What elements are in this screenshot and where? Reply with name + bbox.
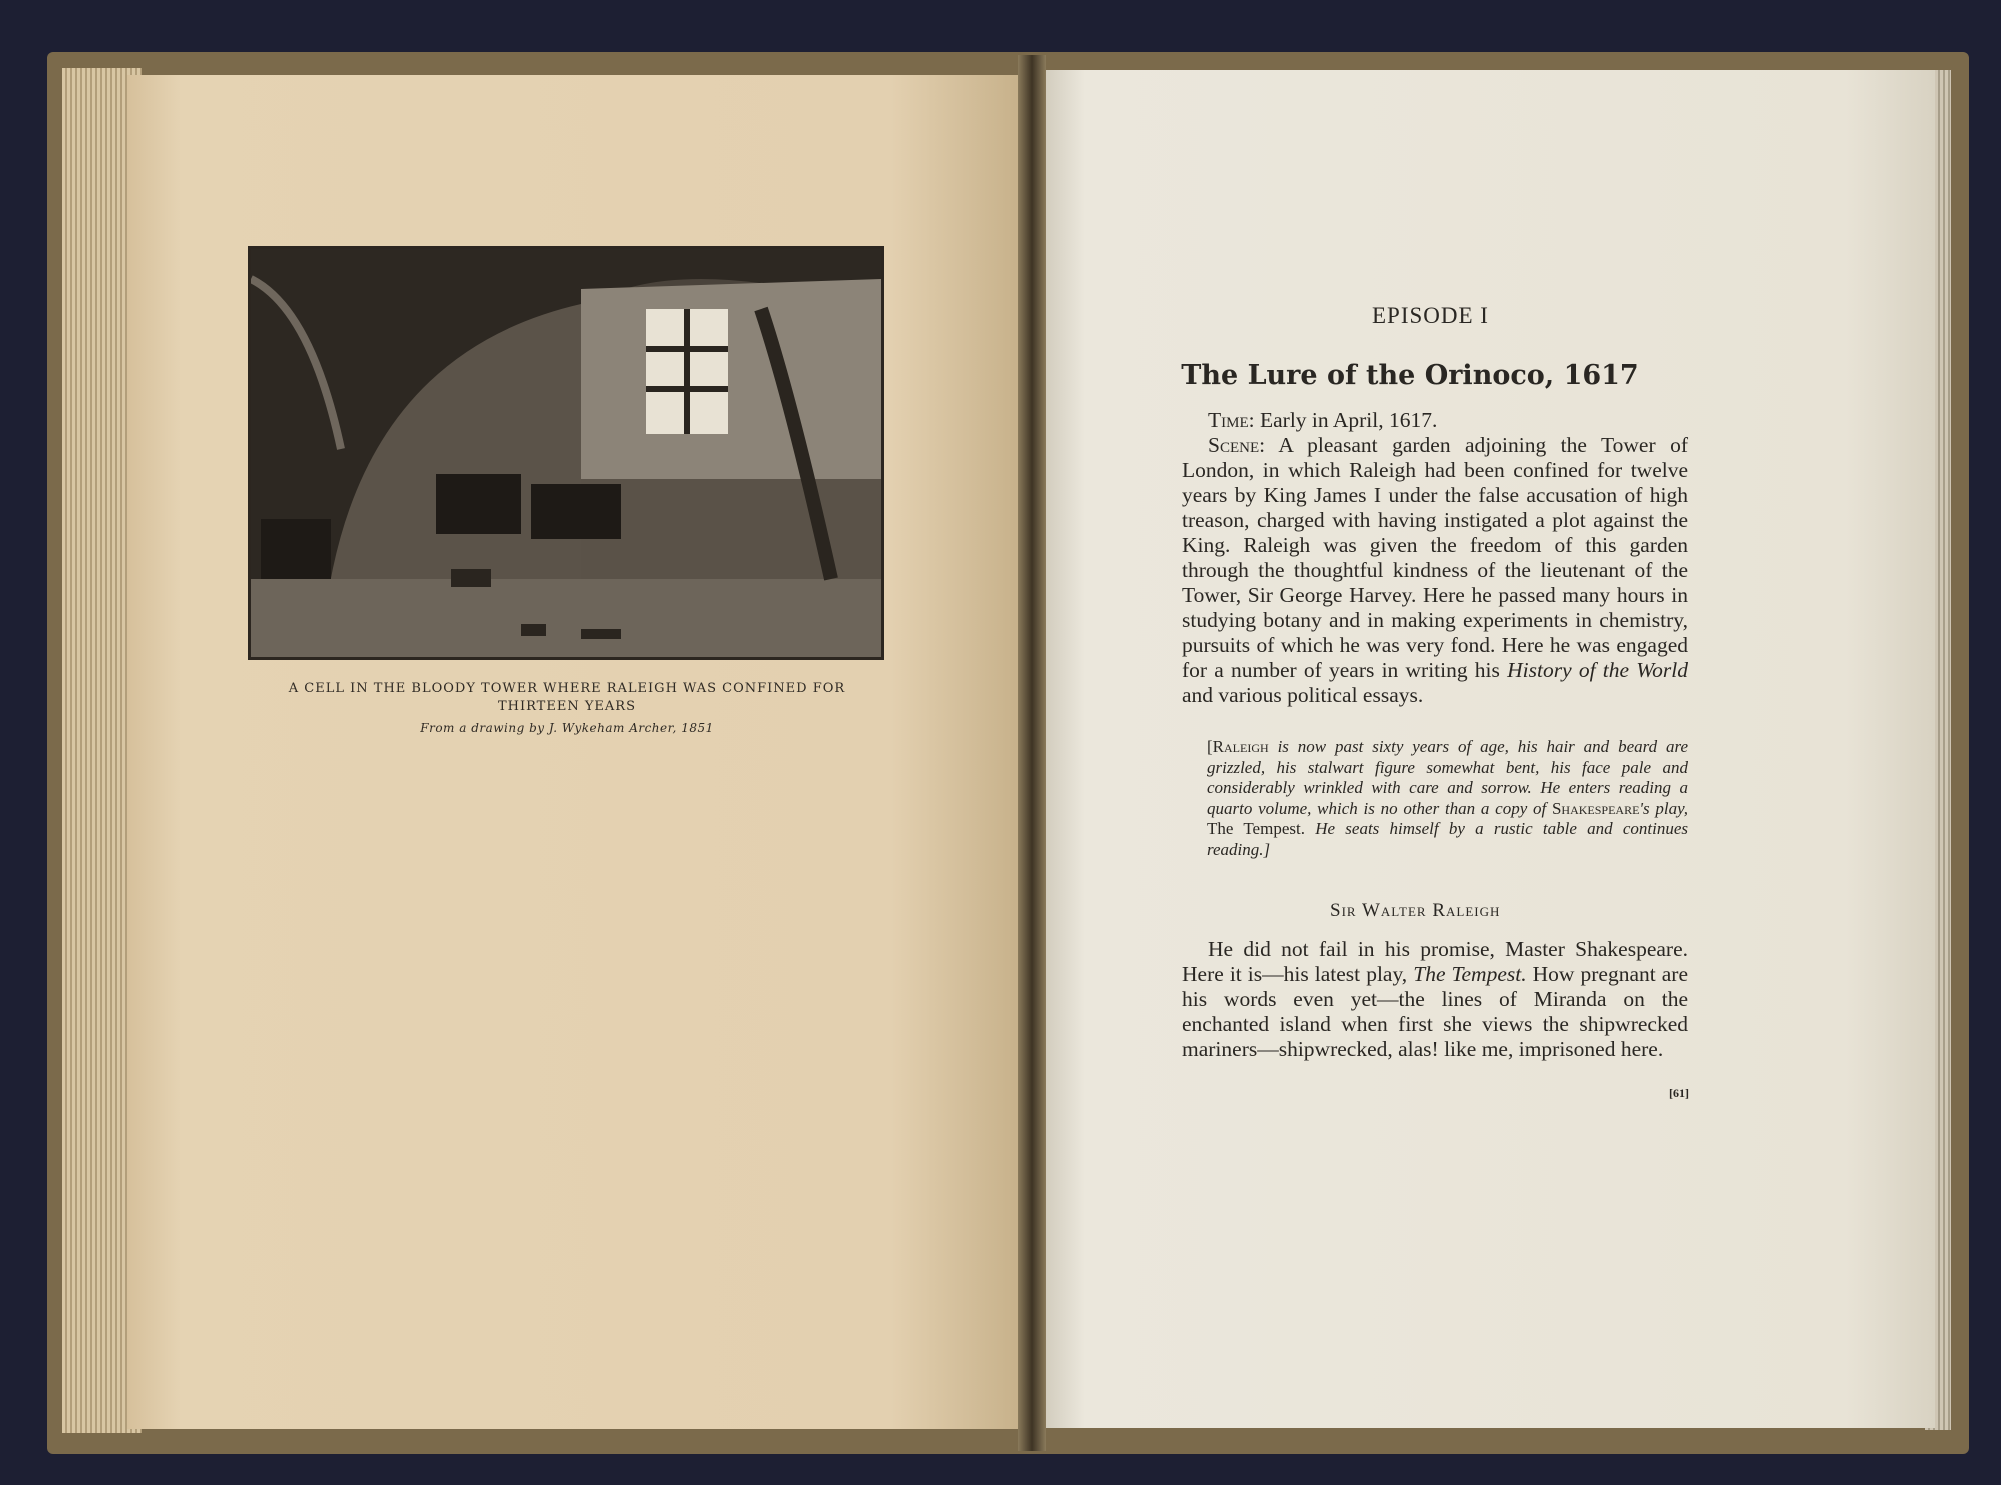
speech-play-title: The Tempest. <box>1413 962 1527 986</box>
book-spine <box>1018 55 1046 1451</box>
episode-heading: EPISODE I <box>1372 303 1489 328</box>
scene-paragraph <box>1182 433 1688 708</box>
page-number: [61] <box>1669 1086 1689 1100</box>
caption-line-1: A CELL IN THE BLOODY TOWER WHERE RALEIGH WAS CONFINED FOR <box>288 681 846 696</box>
stage-character-shakespeare: Shakespeare <box>1551 798 1640 818</box>
speech-text-a: He did not fail in his promise, Master Shakespeare. Here it is—his latest play, <box>1182 937 1688 986</box>
speech-text-b: How pregnant are his words even yet—the lines of Miranda on the enchanted island when first she views the shipwrecked mariners—shipwrecked, alas! like me, imprisoned here. <box>1182 962 1688 1061</box>
stage-open-bracket: [ <box>1207 737 1213 756</box>
speaker-name: Sir Walter Raleigh <box>1330 900 1501 921</box>
stage-play-title: The Tempest. <box>1207 819 1305 838</box>
time-text: Early in April, 1617. <box>1259 408 1438 432</box>
cell-illustration <box>248 246 884 660</box>
time-line <box>1182 408 1688 433</box>
scene-text: A pleasant garden adjoining the Tower of London, in which Raleigh had been confined for twelve years by King James I under the false accusation of high treason, charged with having instigated a plot against the King. Raleigh was given the freedom of this garden through the thoughtful kindness of the lieutenant of the Tower, Sir George Harvey. Here he passed many hours in studying botany and in making experiments in chemistry, pursuits of which he was very fond. Here he was engaged for a number of years in writing his <box>1182 433 1688 682</box>
stage-direction <box>1207 737 1688 860</box>
scene-label: Scene: <box>1208 433 1266 457</box>
stage-text-3: He seats himself by a rustic table and continues reading.] <box>1207 819 1688 859</box>
caption-line-2: THIRTEEN YEARS <box>497 699 636 714</box>
speech-paragraph <box>1182 937 1688 1062</box>
scene-book-title: History of the World <box>1507 658 1688 682</box>
time-label: Time: <box>1208 408 1255 432</box>
scene-text-end: and various political essays. <box>1182 683 1424 707</box>
stage-character-raleigh: Raleigh <box>1212 737 1269 756</box>
stage-text-1: is now past sixty years of age, his hair and beard are grizzled, his stalwart figure somewhat bent, his face pale and considerably wrinkled with care and sorrow. He enters reading a quarto volume, which is no other than a copy of <box>1207 737 1689 818</box>
illustration-credit: From a drawing by J. Wykeham Archer, 1851 <box>420 721 714 735</box>
stage-text-2: 's play, <box>1639 798 1688 818</box>
episode-title: The Lure of the Orinoco, 1617 <box>1181 360 1639 391</box>
illustration-caption <box>200 680 934 716</box>
